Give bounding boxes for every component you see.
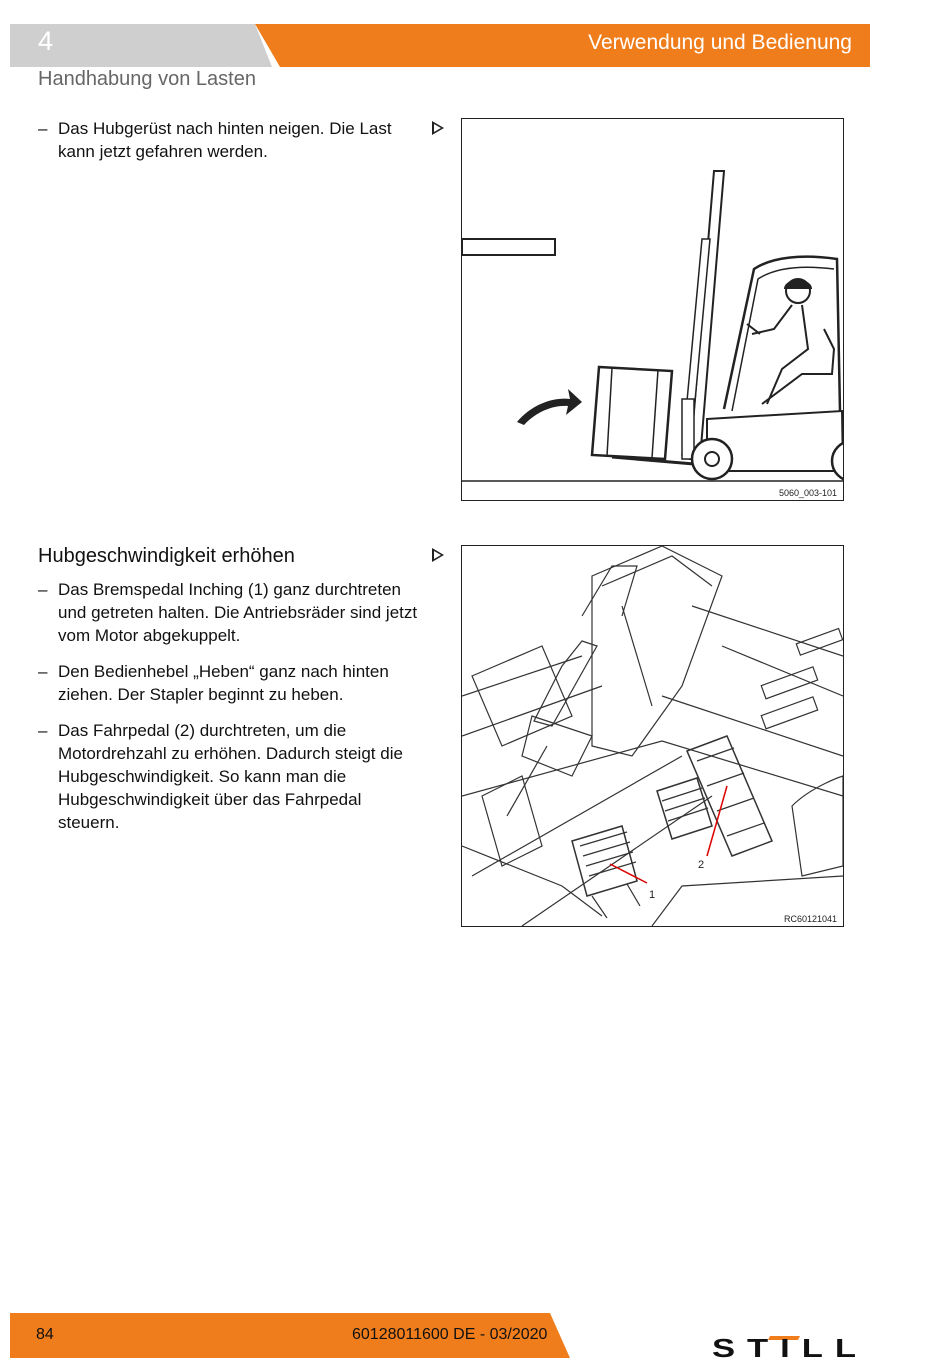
list-item: – Das Fahrpedal (2) durchtreten, um die Motordrehzahl zu erhöhen. Dadurch steigt die Hubgeschwindigkeit. So kann man die Hubgeschwindigkeit über das Fahrpedal steuern. [38, 719, 423, 834]
figure-forklift-tilt-back [461, 118, 844, 501]
page-number: 84 [36, 1326, 54, 1343]
instruction-block-1 [38, 117, 423, 176]
list-item-text: Den Bedienhebel „Heben“ ganz nach hinten ziehen. Der Stapler beginnt zu heben. [58, 662, 389, 704]
callout-1: 1 [649, 889, 656, 901]
figure-code: 5060_003-101 [778, 488, 837, 498]
list-item-text: Das Bremspedal Inching (1) ganz durchtreten und getreten halten. Die Antriebsräder sind jetzt vom Motor abgekuppelt. [58, 580, 418, 645]
document-id: 60128011600 DE - 03/2020 [352, 1326, 548, 1343]
figure-reference-arrow-icon [432, 121, 444, 135]
list-item: – Das Hubgerüst nach hinten neigen. Die Last kann jetzt gefahren werden. [38, 117, 423, 163]
figure-reference-arrow-icon [432, 548, 444, 562]
svg-text:STILL: STILL [712, 1336, 868, 1358]
chapter-title: Verwendung und Bedienung [588, 31, 852, 54]
still-logo [712, 1336, 870, 1363]
list-item: – Den Bedienhebel „Heben“ ganz nach hinten ziehen. Der Stapler beginnt zu heben. [38, 660, 423, 706]
list-item-text: Das Hubgerüst nach hinten neigen. Die Last kann jetzt gefahren werden. [58, 119, 392, 161]
callout-2: 2 [698, 859, 705, 871]
figure-pedals [461, 545, 844, 927]
chapter-number: 4 [38, 26, 54, 56]
list-item-text: Das Fahrpedal (2) durchtreten, um die Motordrehzahl zu erhöhen. Dadurch steigt die Hubgeschwindigkeit. So kann man die Hubgeschwindigkeit über das Fahrpedal steuern. [58, 721, 403, 832]
section-title: Handhabung von Lasten [38, 68, 256, 90]
figure-code: RC60121041 [783, 914, 837, 924]
subsection-heading: Hubgeschwindigkeit erhöhen [38, 545, 295, 567]
list-item: – Das Bremspedal Inching (1) ganz durchtreten und getreten halten. Die Antriebsräder sind jetzt vom Motor abgekuppelt. [38, 578, 423, 647]
instruction-block-2 [38, 545, 423, 847]
